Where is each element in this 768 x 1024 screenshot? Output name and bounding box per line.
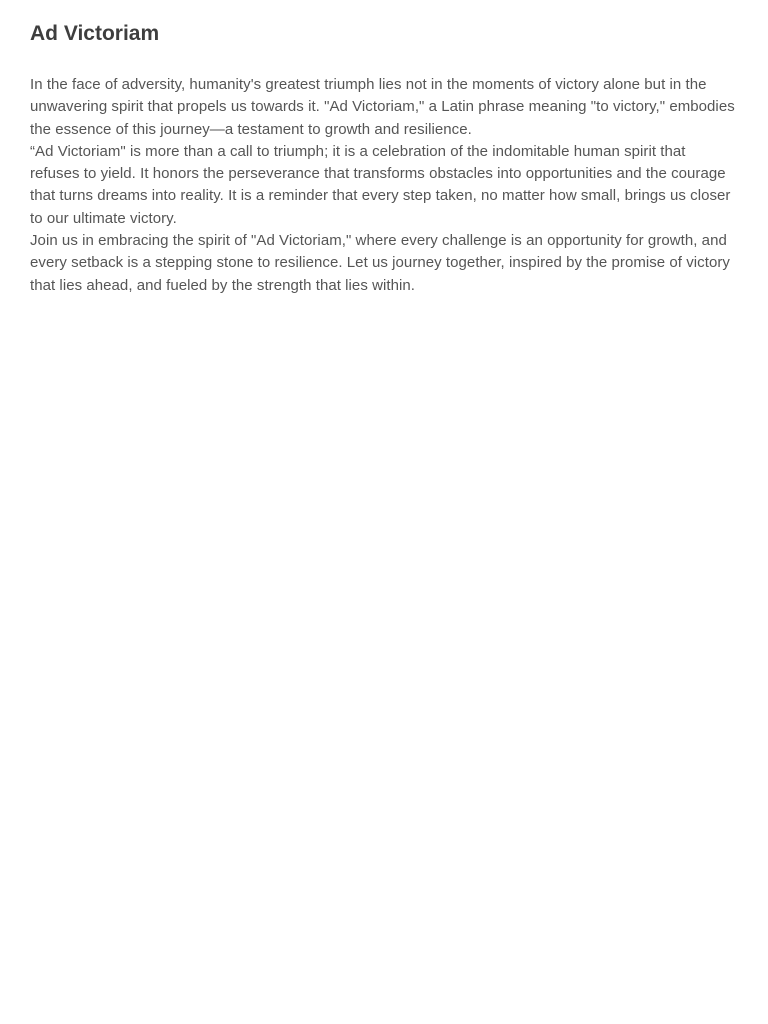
page-title: Ad Victoriam <box>30 22 160 45</box>
paragraph-intro: In the face of adversity, humanity's greatest triumph lies not in the moments of victory alone but in the unwavering spirit that propels us towards it. "Ad Victoriam," a Latin phrase meaning "to victory," embodies the essence of this journey—a testament to growth and resilience. <box>30 76 735 138</box>
paragraph-invitation: Join us in embracing the spirit of "Ad Victoriam," where every challenge is an opportunity for growth, and every setback is a stepping stone to resilience. Let us journey together, inspired by the promise of victory that lies ahead, and fueled by the strength that lies within. <box>30 232 730 294</box>
paragraph-celebration: “Ad Victoriam" is more than a call to triumph; it is a celebration of the indomitable human spirit that refuses to yield. It honors the perseverance that transforms obstacles into opportunities and the courage that turns dreams into reality. It is a reminder that every step taken, no matter how small, brings us closer to our ultimate victory. <box>30 142 731 227</box>
document-body <box>30 74 738 297</box>
